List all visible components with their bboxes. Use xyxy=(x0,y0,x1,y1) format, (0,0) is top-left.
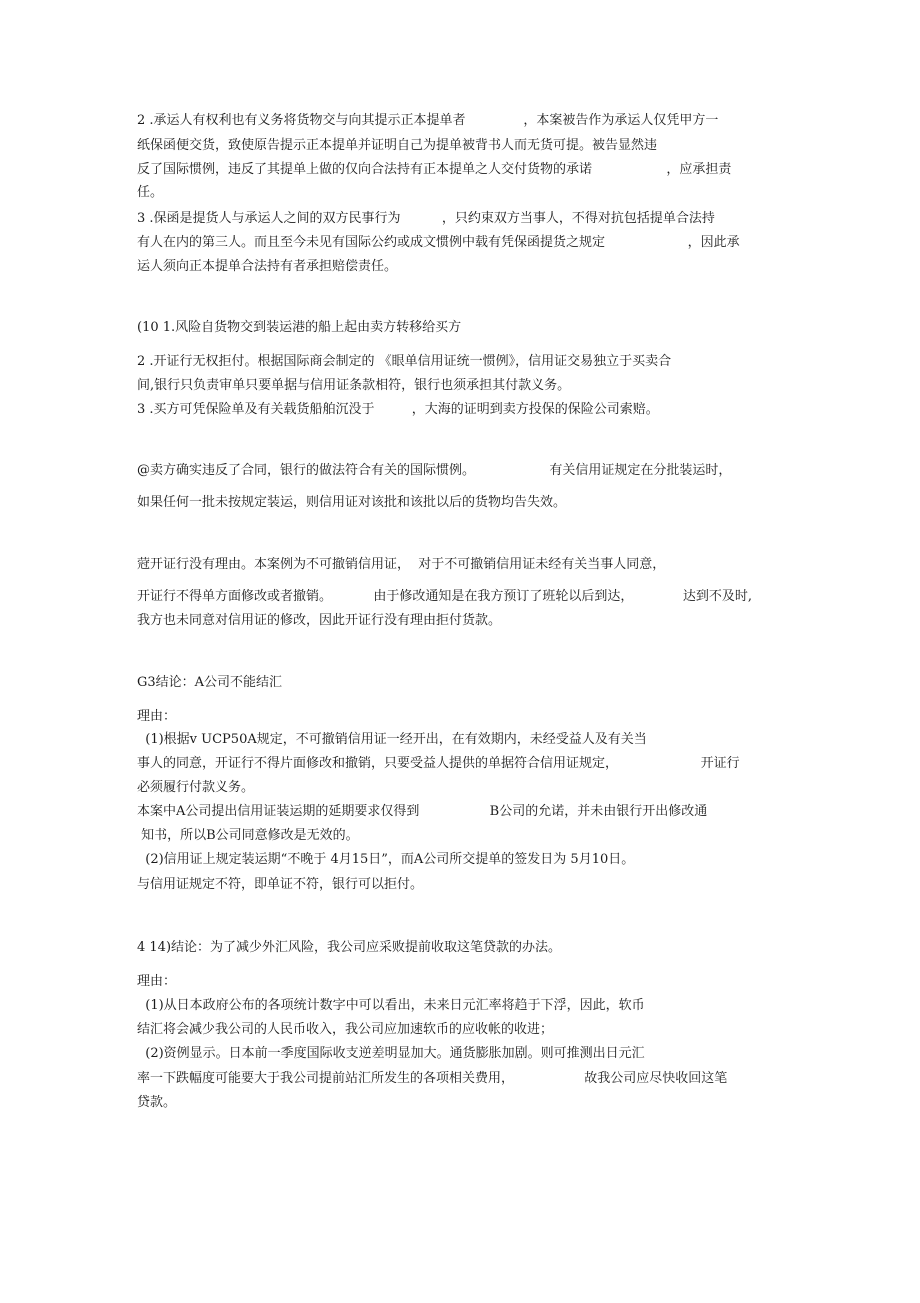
text-line: (1)根据v UCP50A规定，不可撤销信用证一经开出，在有效期内，未经受益人及有关当 xyxy=(137,732,647,747)
text-line: 任。 xyxy=(137,185,164,200)
text-line: 3 .保函是提货人与承运人之间的双方民事行为 ，只约束双方当事人，不得对抗包括提单合法持 xyxy=(137,211,715,226)
text-line: (10 1.风险自货物交到装运港的船上起由卖方转移给买方 xyxy=(137,320,462,335)
text-line: 反了国际惯例，违反了其提单上做的仅向合法持有正本提单之人交付货物的承诺 ，应承担责 xyxy=(137,162,732,177)
text-line: 开证行不得单方面修改或者撤销。 由于修改通知是在我方预订了班轮以后到达， 达到不及时, xyxy=(137,589,753,604)
text-line: 2 .开证行无权拒付。根据国际商会制定的 《眼单信用证统一惯例》，信用证交易独立于买卖合 xyxy=(137,354,672,369)
text-line: 蒄开证行没有理由。本案例为不可撤销信用证， 对于不可撤销信用证未经有关当事人同意， xyxy=(137,557,666,572)
text-line: 我方也未同意对信用证的修改，因此开证行没有理由拒付货款。 xyxy=(137,613,502,628)
text-line: 知书，所以B公司同意修改是无效的。 xyxy=(137,828,359,843)
text-line: 运人须向正本提单合法持有者承担赔偿责任。 xyxy=(137,259,398,274)
text-line: (2)资例显示。日本前一季度国际收支逆差明显加大。通货膨胀加剧。则可推测出日元汇 xyxy=(137,1046,645,1061)
text-line: @卖方确实违反了合同，银行的做法符合有关的国际惯例。 有关信用证规定在分批装运时， xyxy=(137,463,732,478)
text-line: 本案中A公司提出信用证装运期的延期要求仅得到 B公司的允诺，并未由银行开出修改通 xyxy=(137,804,708,819)
text-line: 纸保函便交货，致使原告提示正本提单并证明自己为提单被背书人而无货可提。被告显然违 xyxy=(137,138,658,153)
text-line: (2)信用证上规定装运期“不晚于 4月15日”，而A公司所交提单的签发日为 5月10日。 xyxy=(137,852,635,867)
text-line: 4 14)结论：为了减少外汇风险，我公司应采败提前收取这笔贷款的办法。 xyxy=(137,940,562,955)
text-line: 2 .承运人有权利也有义务将货物交与向其提示正本提单者 ，本案被告作为承运人仅凭甲方一 xyxy=(137,113,719,128)
text-line: 结汇将会减少我公司的人民币收入，我公司应加速软币的应收帐的收进； xyxy=(137,1022,554,1037)
text-line: 必须履行付款义务。 xyxy=(137,780,255,795)
text-line: 贷款。 xyxy=(137,1095,177,1110)
text-line: 理由： xyxy=(137,974,177,989)
text-line: 有人在内的第三人。而且至今未见有国际公约或成文惯例中载有凭保函提货之规定 ，因此承 xyxy=(137,235,740,250)
text-line: 理由： xyxy=(137,709,177,724)
text-line: 与信用证规定不符，即单证不符，银行可以拒付。 xyxy=(137,877,424,892)
text-line: 间,银行只负责审单只要单据与信用证条款相符，银行也须承担其付款义务。 xyxy=(137,378,571,393)
text-line: 如果任何一批未按规定装运，则信用证对该批和该批以后的货物均告失效。 xyxy=(137,495,567,510)
text-line: 率一下跌幅度可能要大于我公司提前站汇所发生的各项相关费用， 故我公司应尽快收回这笔 xyxy=(137,1071,728,1086)
text-line: G3结论：A公司不能结汇 xyxy=(137,675,283,690)
text-line: 3 .买方可凭保险单及有关载货船舶沉没于 ，大海的证明到卖方投保的保险公司索赔。 xyxy=(137,402,659,417)
text-line: (1)从日本政府公布的各项统计数字中可以看出，未来日元汇率将趋于下浮，因此，软币 xyxy=(137,998,645,1013)
text-line: 事人的同意，开证行不得片面修改和撤销，只要受益人提供的单据符合信用证规定， 开证行 xyxy=(137,756,740,771)
